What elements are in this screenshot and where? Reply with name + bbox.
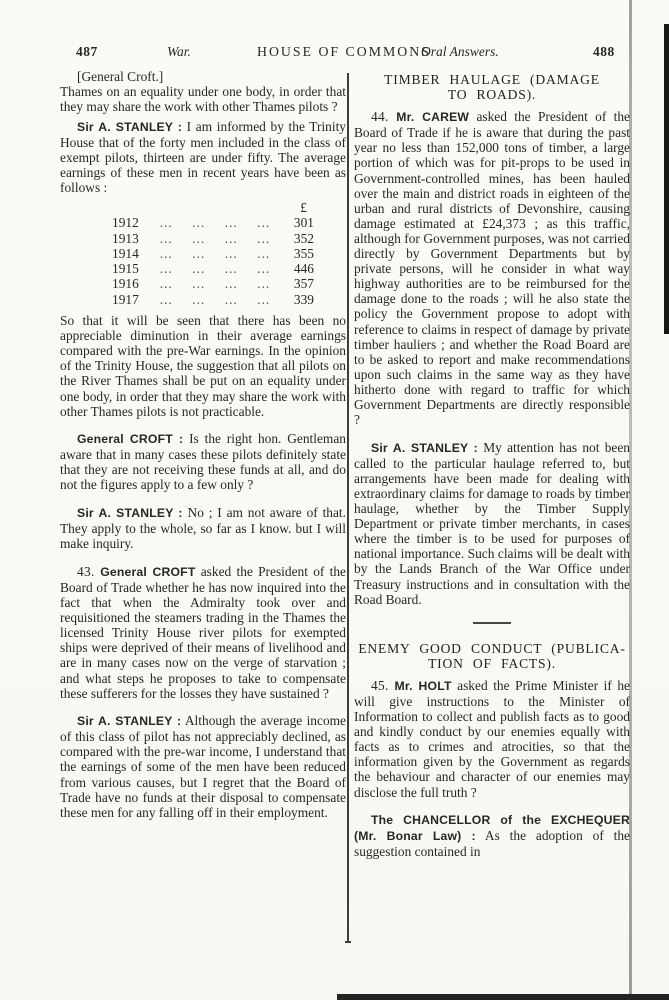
speaker-name: Mr. HOLT [394,678,452,693]
question-number: 43. [77,563,101,579]
question-number: 44. [371,109,397,125]
speech-text: asked the President of the Board of Trade whether he has now inquired into the fact that when the Admiralty took over and requisitioned the steamers trading in the Thames the licensed Trinity House river pilots for exempted ships were deprived of their means of livelihood and are in many cases now on the verge of starvation ; and what steps he proposes to take to compensate these sufferers for the losses they have sustained ? [60,563,346,701]
dot-leader: ... [159,215,173,231]
dot-leader: ... [224,276,238,292]
dot-leader: ... [192,276,206,292]
left-column [60,69,346,824]
speaker-name: The CHANCELLOR of the EXCHEQUER (Mr. Bonar Law) : [354,813,630,844]
dot-leader: ... [257,230,271,246]
earnings-year: 1917 [112,291,139,307]
paragraph-continuation: Thames on an equality under one body, in order that they may share the work with other Thames pilots ? [60,84,346,115]
earnings-value: 357 [293,276,314,292]
column-divider-rule [347,73,349,942]
earnings-table-row [112,231,314,246]
paragraph-chancellor [354,812,630,859]
heading-line: TIMBER HAULAGE (DAMAGE [384,72,600,87]
speech-text: Is the right hon. Gentleman aware that in many cases these pilots definitely state that they are not receiving these funds at all, and do not the figures apply to a few only ? [60,431,346,493]
speaker-name: Mr. CAREW [396,110,470,125]
running-title-left: War. [167,44,191,59]
page-number-left: 487 [76,44,98,59]
speaker-name: General CROFT [100,564,196,579]
dot-leader: ... [192,245,206,261]
paragraph-question-44 [354,109,630,427]
speech-text: As the adoption of the suggestion contained in [354,828,630,860]
dot-leader: ... [192,230,206,246]
paragraph-stanley-although [60,713,346,820]
paragraph-croft-supplementary [60,431,346,492]
dot-leader: ... [159,245,173,261]
running-title-right: Oral Answers. [421,44,499,59]
earnings-table-row [112,246,314,261]
paragraph-stanley-attention [354,440,630,607]
earnings-year: 1916 [112,276,139,292]
earnings-year: 1915 [112,261,139,277]
earnings-year: 1912 [112,215,139,231]
earnings-value: 301 [293,215,314,231]
heading-line: ENEMY GOOD CONDUCT (PUBLICA- [358,640,626,656]
speaker-name: Sir A. STANLEY : [77,714,182,729]
speaker-attribution: [General Croft.] [77,69,164,84]
page-header [0,44,669,62]
speech-text: I am informed by the Trinity House that of the forty men included in the class of exempt pilots, thirteen are under fifty. The average earnings of these men in recent years have been as follows : [60,118,347,196]
right-column [354,72,630,864]
speech-text: My attention has not been called to the particular haulage referred to, but arrangements have been made for dealing with extraordinary claims for damage to roads by timber haulage, whether by the Timber Supply Department or private timber merchants, in cases where the timber is to be used for purposes of national importance. Such claims will be dealt with by the Lands Branch of the War Office under Treasury instructions and in consultation with the Road Board. [354,439,630,607]
speech-text: Although the average income of this class of pilot has not appreciably declined, as compared with the pre-war income, I understand that the earnings of some of the men have been reduced from various causes, but I regret that the Board of Trade have no funds at their disposal to compensate these men for any falling off in their employment. [60,713,346,820]
dot-leader: ... [257,261,271,277]
speaker-name: Sir A. STANLEY : [77,119,183,134]
question-number: 45. [371,677,395,693]
section-separator-dash [473,622,511,624]
dot-leader: ... [159,261,173,277]
earnings-value: 446 [293,261,314,277]
paragraph-stanley-no [60,505,346,551]
dot-leader: ... [224,291,238,307]
dot-leader: ... [159,276,173,292]
paragraph-stanley-informed [60,119,346,195]
earnings-currency-header: £ [300,200,307,216]
dot-leader: ... [224,230,238,246]
earnings-year: 1914 [112,245,139,261]
speech-text: No ; I am not aware of that. They apply to the whole, so far as I know. but I will make inquiry. [60,505,346,552]
dot-leader: ... [192,261,206,277]
dot-leader: ... [224,245,238,261]
earnings-table-row [112,292,314,307]
earnings-table-row [112,215,314,230]
dot-leader: ... [257,215,271,231]
speech-text: asked the President of the Board of Trade if he is aware that during the past year no less than 152,000 tons of timber, a large portion of which was for pit-props to be used in Government-controlled mines, has been hauled over the main and district roads in eighteen of the urban and rural districts of Devonshire, causing damage estimated at £24,373 ; as this traffic, although for Government purposes, was not carried directly by Government Departments but by private persons, will he consider in what way highway authorities are to be reimbursed for the damage done to the roads ; will he also state the policy the Government propose to adopt with reference to claims in respect of damage by private timber hauliers ; and whether the Road Board are to be asked to report and make recommendations upon such claims in the same way as they have hitherto done with regard to traffic for which Government Departments are directly responsible ? [354,109,630,428]
dot-leader: ... [257,291,271,307]
earnings-table-row [112,276,314,291]
heading-line: TION OF FACTS). [428,655,556,671]
earnings-table-row [112,261,314,276]
speaker-name: General CROFT : [77,432,184,447]
earnings-value: 352 [293,230,314,246]
earnings-table [112,200,314,307]
earnings-value: 355 [293,245,314,261]
dot-leader: ... [192,215,206,231]
page-number-right: 488 [593,44,615,59]
earnings-year: 1913 [112,230,139,246]
speaker-name: Sir A. STANLEY : [77,506,183,521]
header-title: HOUSE OF COMMONS [257,44,431,59]
dot-leader: ... [192,291,206,307]
section-heading-enemy-good-conduct [354,641,630,671]
dot-leader: ... [159,230,173,246]
heading-line: TO ROADS). [447,87,537,103]
dot-leader: ... [257,276,271,292]
speech-text: asked the Prime Minister if he will give instructions to the Minister of Information to collect and publish facts as to good and kindly conduct by our enemies equally with facts as to crimes and atrocities, so that the information given by the Government as regards the behaviour and character of our enemies may disclose the full truth ? [354,677,630,800]
dot-leader: ... [257,245,271,261]
scan-edge-shadow [664,24,669,334]
dot-leader: ... [224,261,238,277]
paragraph-question-45 [354,678,630,800]
speaker-name: Sir A. STANLEY : [371,440,478,455]
paragraph-question-43 [60,564,346,701]
section-heading-timber-haulage [354,72,630,102]
dot-leader: ... [159,291,173,307]
earnings-value: 339 [293,291,314,307]
scan-bottom-shadow [337,994,669,1000]
dot-leader: ... [224,215,238,231]
earnings-table-body [112,215,314,307]
paragraph-no-diminution: So that it will be seen that there has been no appreciable diminution in their average earnings compared with the pre-War earnings. In the opinion of the Trinity House, the suggestion that all pilots on the River Thames shall be put on an equality under one body, in order that they may share the work with other Thames pilots is not practicable. [60,313,346,419]
